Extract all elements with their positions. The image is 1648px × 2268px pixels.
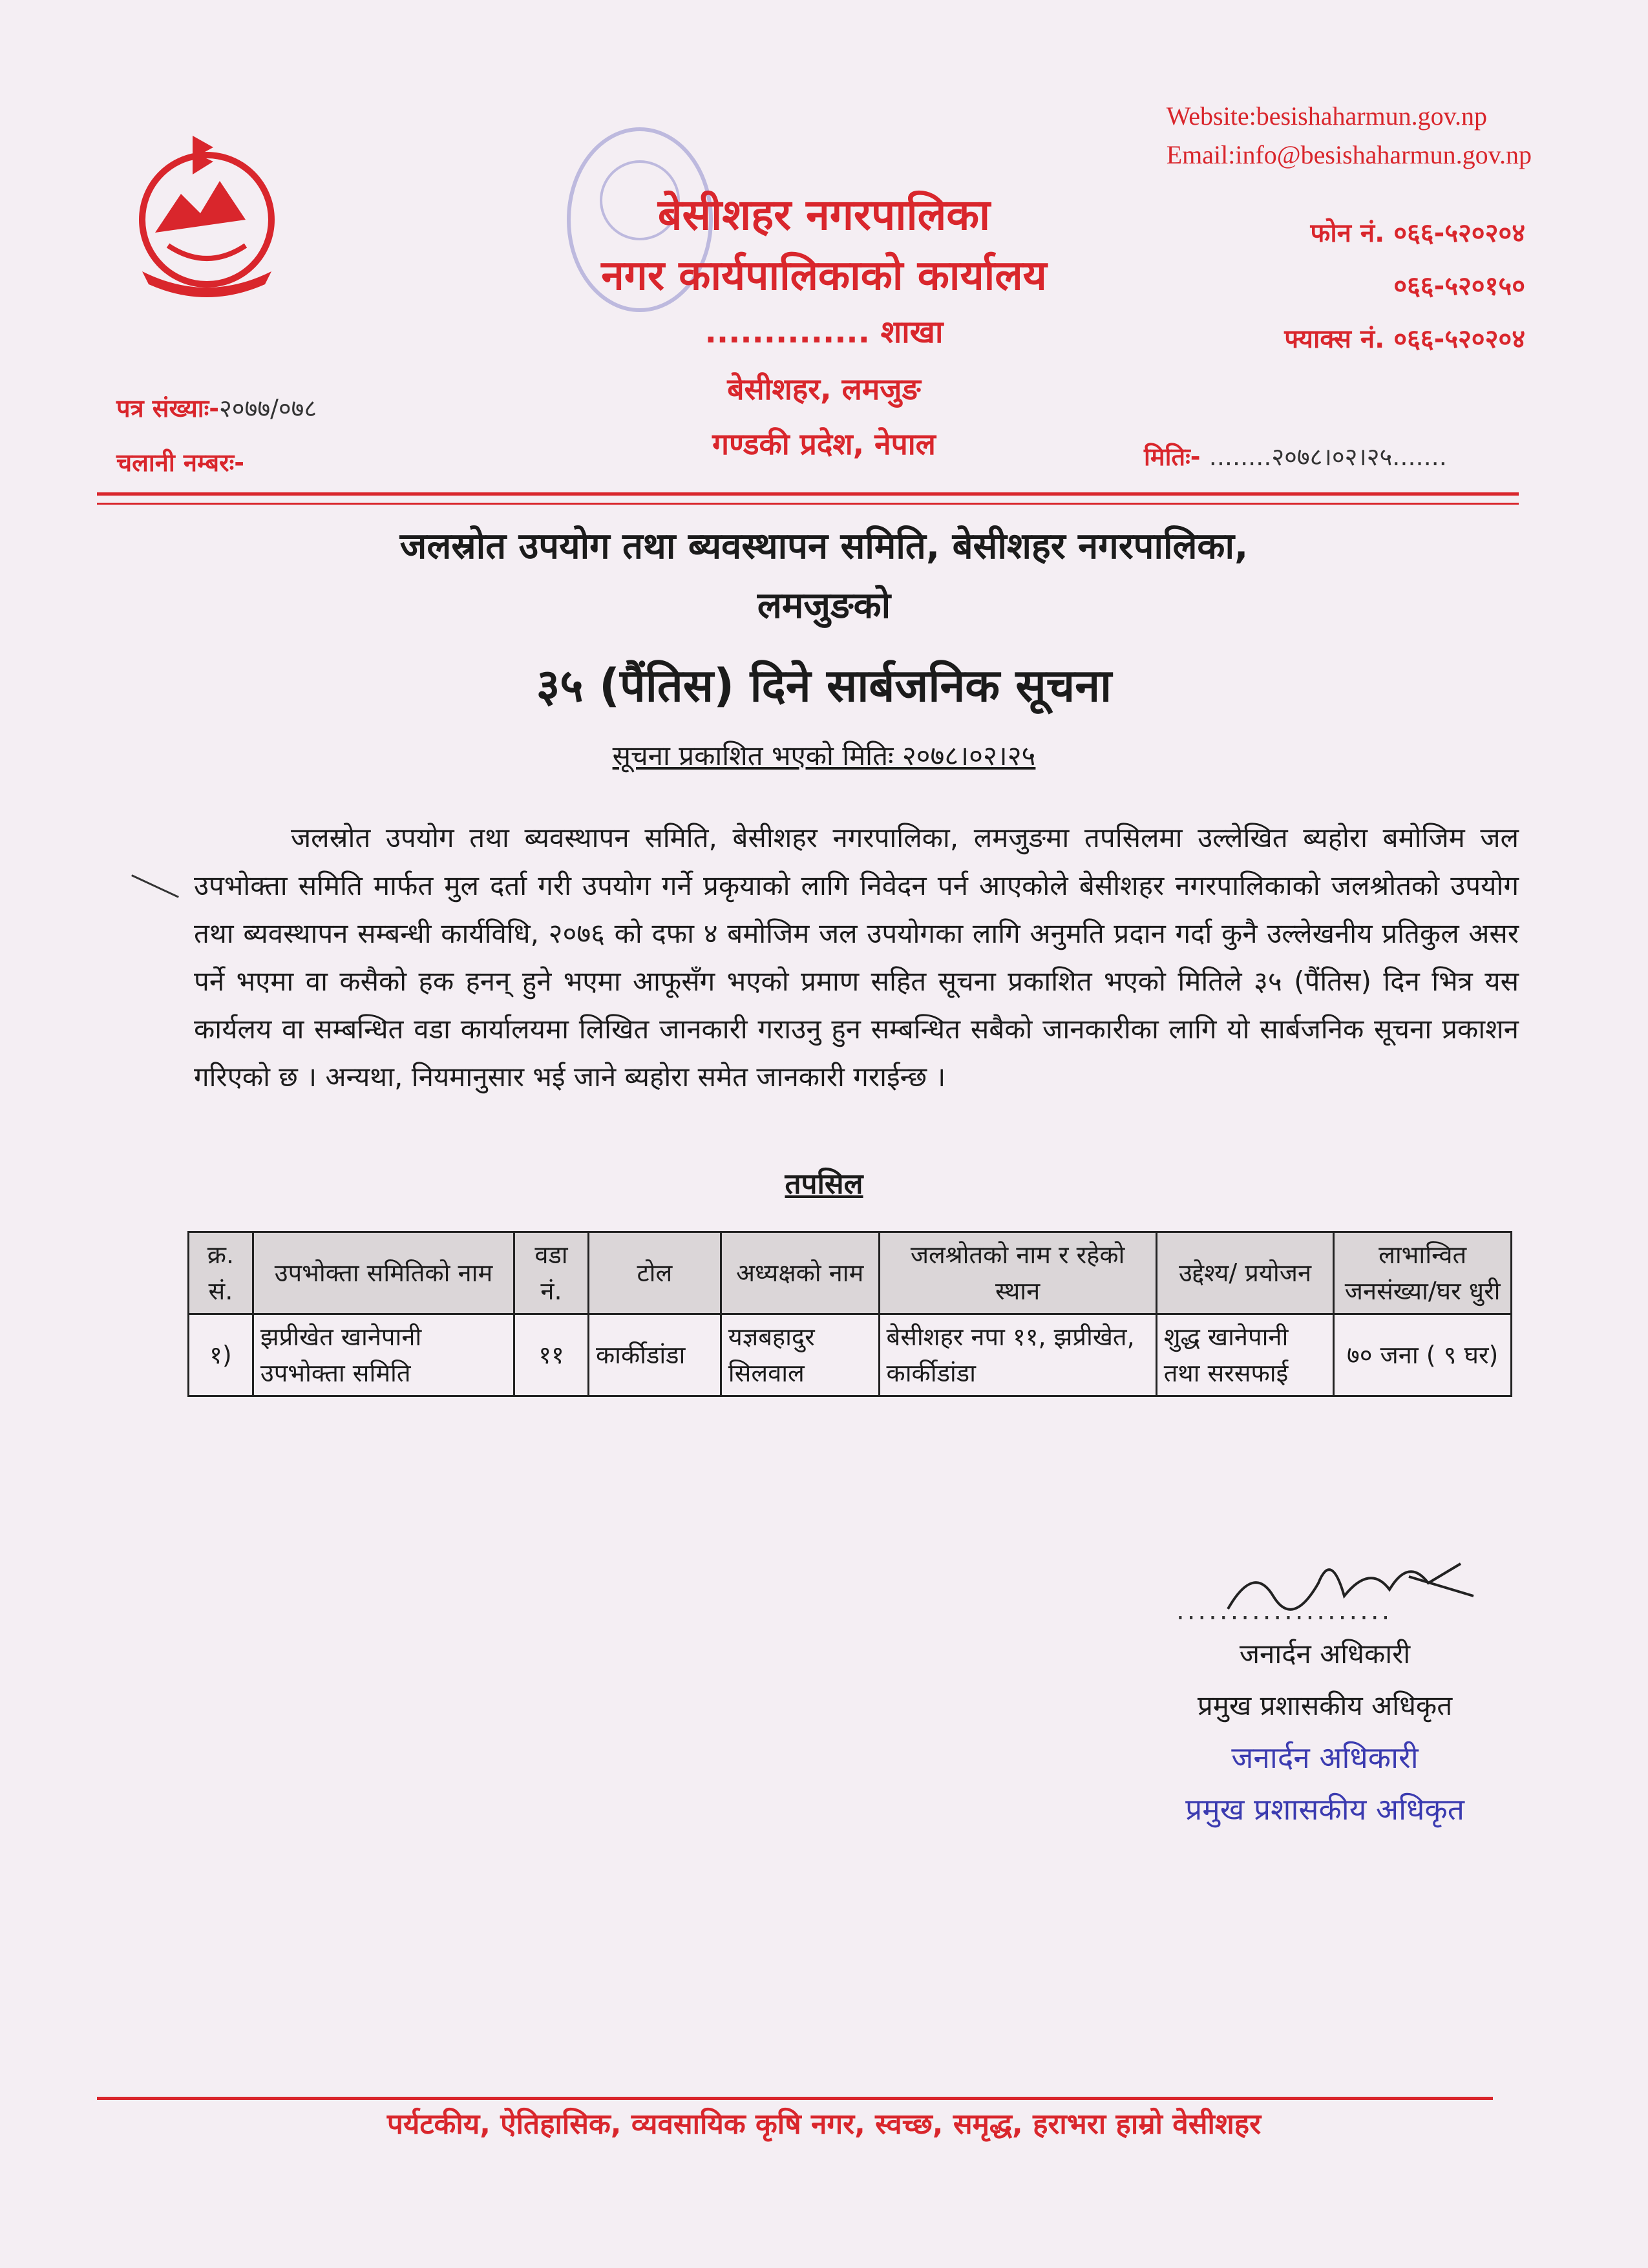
branch-dots: .............. bbox=[704, 314, 870, 350]
dispatch-number-label: चलानी नम्बरः- bbox=[116, 448, 245, 477]
notice-issuer bbox=[0, 517, 1648, 636]
phone-list bbox=[1284, 207, 1525, 366]
contact-web-email bbox=[1167, 97, 1532, 174]
pen-mark bbox=[131, 874, 179, 898]
fax: फ्याक्स नं. ०६६-५२०२०४ bbox=[1284, 324, 1525, 354]
province-line: गण्डकी प्रदेश, नेपाल bbox=[712, 426, 936, 461]
municipality-name: बेसीशहर नगरपालिका bbox=[657, 190, 991, 240]
date-label: मितिः- bbox=[1144, 443, 1201, 471]
published-date bbox=[0, 737, 1648, 773]
location-line: बेसीशहर, लमजुङ bbox=[727, 372, 921, 406]
letter-date bbox=[1144, 439, 1447, 473]
letter-no-value: २०७७/०७८ bbox=[219, 394, 317, 423]
col-tole: टोल bbox=[588, 1232, 721, 1314]
details-table bbox=[187, 1231, 1512, 1397]
stamp-name: जनार्दन अधिकारी bbox=[1231, 1740, 1419, 1775]
stamp-title: प्रमुख प्रशासकीय अधिकृत bbox=[1185, 1792, 1464, 1827]
cell-serial: १) bbox=[189, 1314, 253, 1396]
col-committee: उपभोक्ता समितिको नाम bbox=[253, 1232, 514, 1314]
notice-title: ३५ (पैंतिस) दिने सार्बजनिक सूचना bbox=[536, 659, 1112, 712]
phone-2: ०६६-५२०१५० bbox=[1393, 271, 1525, 301]
table-row bbox=[189, 1314, 1512, 1396]
cell-source: बेसीशहर नपा ११, झप्रीखेत, कार्कीडांडा bbox=[879, 1314, 1156, 1396]
col-purpose: उद्देश्य/ प्रयोजन bbox=[1156, 1232, 1334, 1314]
notice-body: जलस्रोत उपयोग तथा ब्यवस्थापन समिति, बेसीशहर नगरपालिका, लमजुङमा तपसिलमा उल्लेखित ब्यहोरा बमोजिम जल उपभोक्ता समिति मार्फत मुल दर्ता गरी उपयोग गर्ने प्रकृयाको लागि निवेदन पर्न आएकोले बेसीशहर नगरपालिकाको जलश्रोतको उपयोग तथा ब्यवस्थापन सम्बन्धी कार्यविधि, २०७६ को दफा ४ बमोजिम जल उपयोगका लागि अनुमति प्रदान गर्दा कुनै उल्लेखनीय प्रतिकुल असर पर्ने भएमा वा कसैको हक हनन् हुने भएमा आफूसँग भएको प्रमाण सहित सूचना प्रकाशित भएको मितिले ३५ (पैंतिस) दिन भित्र यस कार्यलय वा सम्बन्धित वडा कार्यालयमा लिखित जानकारी गराउनु हुन सम्बन्धित सबैको जानकारीका लागि यो सार्बजनिक सूचना प्रकाशन गरिएको छ । अन्यथा, नियमानुसार भई जाने ब्यहोरा समेत जानकारी गराईन्छ । bbox=[194, 822, 1519, 1093]
col-source: जलश्रोतको नाम र रहेको स्थान bbox=[879, 1232, 1156, 1314]
phone-1: फोन नं. ०६६-५२०२०४ bbox=[1310, 218, 1525, 248]
cell-beneficiaries: ७० जना ( ९ घर) bbox=[1334, 1314, 1512, 1396]
table-header-row bbox=[189, 1232, 1512, 1314]
col-beneficiaries: लाभान्वित जनसंख्या/घर धुरी bbox=[1334, 1232, 1512, 1314]
col-ward: वडा नं. bbox=[514, 1232, 589, 1314]
footer-divider bbox=[97, 2097, 1493, 2100]
email-text[interactable]: Email:info@besishaharmun.gov.np bbox=[1166, 140, 1532, 169]
published-date-text: सूचना प्रकाशित भएको मितिः २०७८।०२।२५ bbox=[612, 740, 1036, 772]
letter-no-label: पत्र संख्याः- bbox=[116, 394, 220, 423]
header-divider bbox=[97, 492, 1519, 496]
office-name: नगर कार्यपालिकाको कार्यालय bbox=[601, 252, 1047, 300]
letter-meta bbox=[116, 381, 317, 490]
details-heading: तपसिल bbox=[785, 1168, 863, 1201]
issuer-line-2: लमजुङको bbox=[757, 585, 891, 627]
cell-tole: कार्कीडांडा bbox=[588, 1314, 721, 1396]
signature-dots: .................... bbox=[1176, 1596, 1393, 1626]
branch-label: शाखा bbox=[880, 314, 944, 350]
cell-ward: ११ bbox=[514, 1314, 589, 1396]
letter-number bbox=[116, 381, 317, 436]
cell-committee: झप्रीखेत खानेपानी उपभोक्ता समिति bbox=[253, 1314, 514, 1396]
signatory-title: प्रमुख प्रशासकीय अधिकृत bbox=[1197, 1690, 1453, 1721]
name-stamp bbox=[1125, 1732, 1525, 1835]
website-text[interactable]: Website:besishaharmun.gov.np bbox=[1166, 101, 1488, 131]
signatory-name: जनार्दन अधिकारी bbox=[1239, 1638, 1411, 1670]
signatory bbox=[1176, 1628, 1474, 1732]
header-divider-thin bbox=[97, 503, 1519, 505]
footer-slogan: पर्यटकीय, ऐतिहासिक, व्यवसायिक कृषि नगर, स्वच्छ, समृद्ध, हराभरा हाम्रो वेसीशहर bbox=[386, 2108, 1262, 2141]
date-value: ........२०७८।०२।२५....... bbox=[1209, 443, 1447, 471]
col-serial: क्र. सं. bbox=[189, 1232, 253, 1314]
cell-purpose: शुद्ध खानेपानी तथा सरसफाई bbox=[1156, 1314, 1334, 1396]
col-chair: अध्यक्षको नाम bbox=[721, 1232, 879, 1314]
cell-chair: यज्ञबहादुर सिलवाल bbox=[721, 1314, 879, 1396]
issuer-line-1: जलस्रोत उपयोग तथा ब्यवस्थापन समिति, बेसीशहर नगरपालिका, bbox=[399, 525, 1249, 567]
